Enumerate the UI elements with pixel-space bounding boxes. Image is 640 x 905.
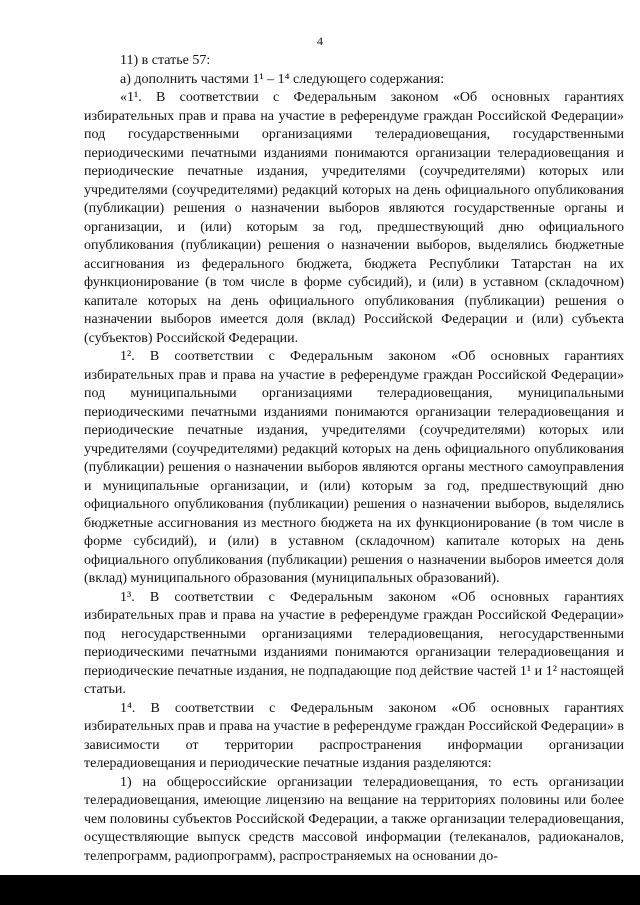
paragraph-part-1-4: 1⁴. В соответствии с Федеральным законом «Об основных гарантиях избирательных прав и права на участие в референдуме граждан Российской Федерации» в зависимости от территории распространения информации организации телерадиовещания и периодические печатные издания разделяются: xyxy=(84,700,624,771)
paragraph-part-1-3: 1³. В соответствии с Федеральным законом «Об основных гарантиях избирательных прав и права на участие в референдуме граждан Российской Федерации» под негосударственными организациями телерадиовещания, негосударственными периодическими печатными изданиями понимаются организации телерадиовещания и периодические печатные издания, не подпадающие под действие частей 1¹ и 1² настоящей статьи. xyxy=(84,589,624,697)
paragraph-item-1: 1) на общероссийские организации телерадиовещания, то есть организации телерадиовещания, имеющие лицензию на вещание на территориях половины или более чем половины субъектов Российской Федерации, а также организации телерадиовещания, осуществляющие выпуск средств массовой информации (телеканалов, радиоканалов, телепрограмм, радиопрограмм), распространяемых на основании до- xyxy=(84,774,624,864)
page-number: 4 xyxy=(317,34,323,48)
scan-border xyxy=(0,875,640,905)
paragraph-part-1-2: 1². В соответствии с Федеральным законом «Об основных гарантиях избирательных прав и права на участие в референдуме граждан Российской Федерации» под муниципальными организациями телерадиовещания, муниципальными периодическими печатными изданиями понимаются организации телерадиовещания и периодические печатные издания, учредителями (соучредителями) которых или учредителями (соучредителями) редакций которых на день официального опубликования (публикации) решения о назначении выборов являются органы местного самоуправления и муниципальные организации, и (или) которым за год, предшествующий дню официального опубликования (публикации) решения о назначении выборов, выделялись бюджетные ассигнования из местного бюджета на их функционирование (в том числе в форме субсидий), и (или) в уставном (складочном) капитале которых на день официального опубликования (публикации) решения о назначении выборов имеется доля (вклад) муниципального образования (муниципальных образований). xyxy=(84,349,624,586)
document-body xyxy=(84,52,624,866)
sub-item-heading: а) дополнить частями 1¹ – 1⁴ следующего содержания: xyxy=(120,71,445,87)
paragraph-part-1-1: «1¹. В соответствии с Федеральным законом «Об основных гарантиях избирательных прав и права на участие в референдуме граждан Российской Федерации» под государственными организациями телерадиовещания, государственными периодическими печатными изданиями понимаются организации телерадиовещания и периодические печатные издания, учредителями (соучредителями) которых или учредителями (соучредителями) редакций которых на день официального опубликования (публикации) решения о назначении выборов являются государственные органы и организации, и (или) которым за год, предшествующий дню официального опубликования (публикации) решения о назначении выборов, выделялись бюджетные ассигнования из федерального бюджета, бюджета Республики Татарстан на их функционирование (в том числе в форме субсидий), и (или) в уставном (складочном) капитале которых на день официального опубликования (публикации) решения о назначении выборов имеется доля (вклад) Российской Федерации и (или) субъекта (субъектов) Российской Федерации. xyxy=(84,90,624,346)
list-item-heading: 11) в статье 57: xyxy=(120,53,211,68)
